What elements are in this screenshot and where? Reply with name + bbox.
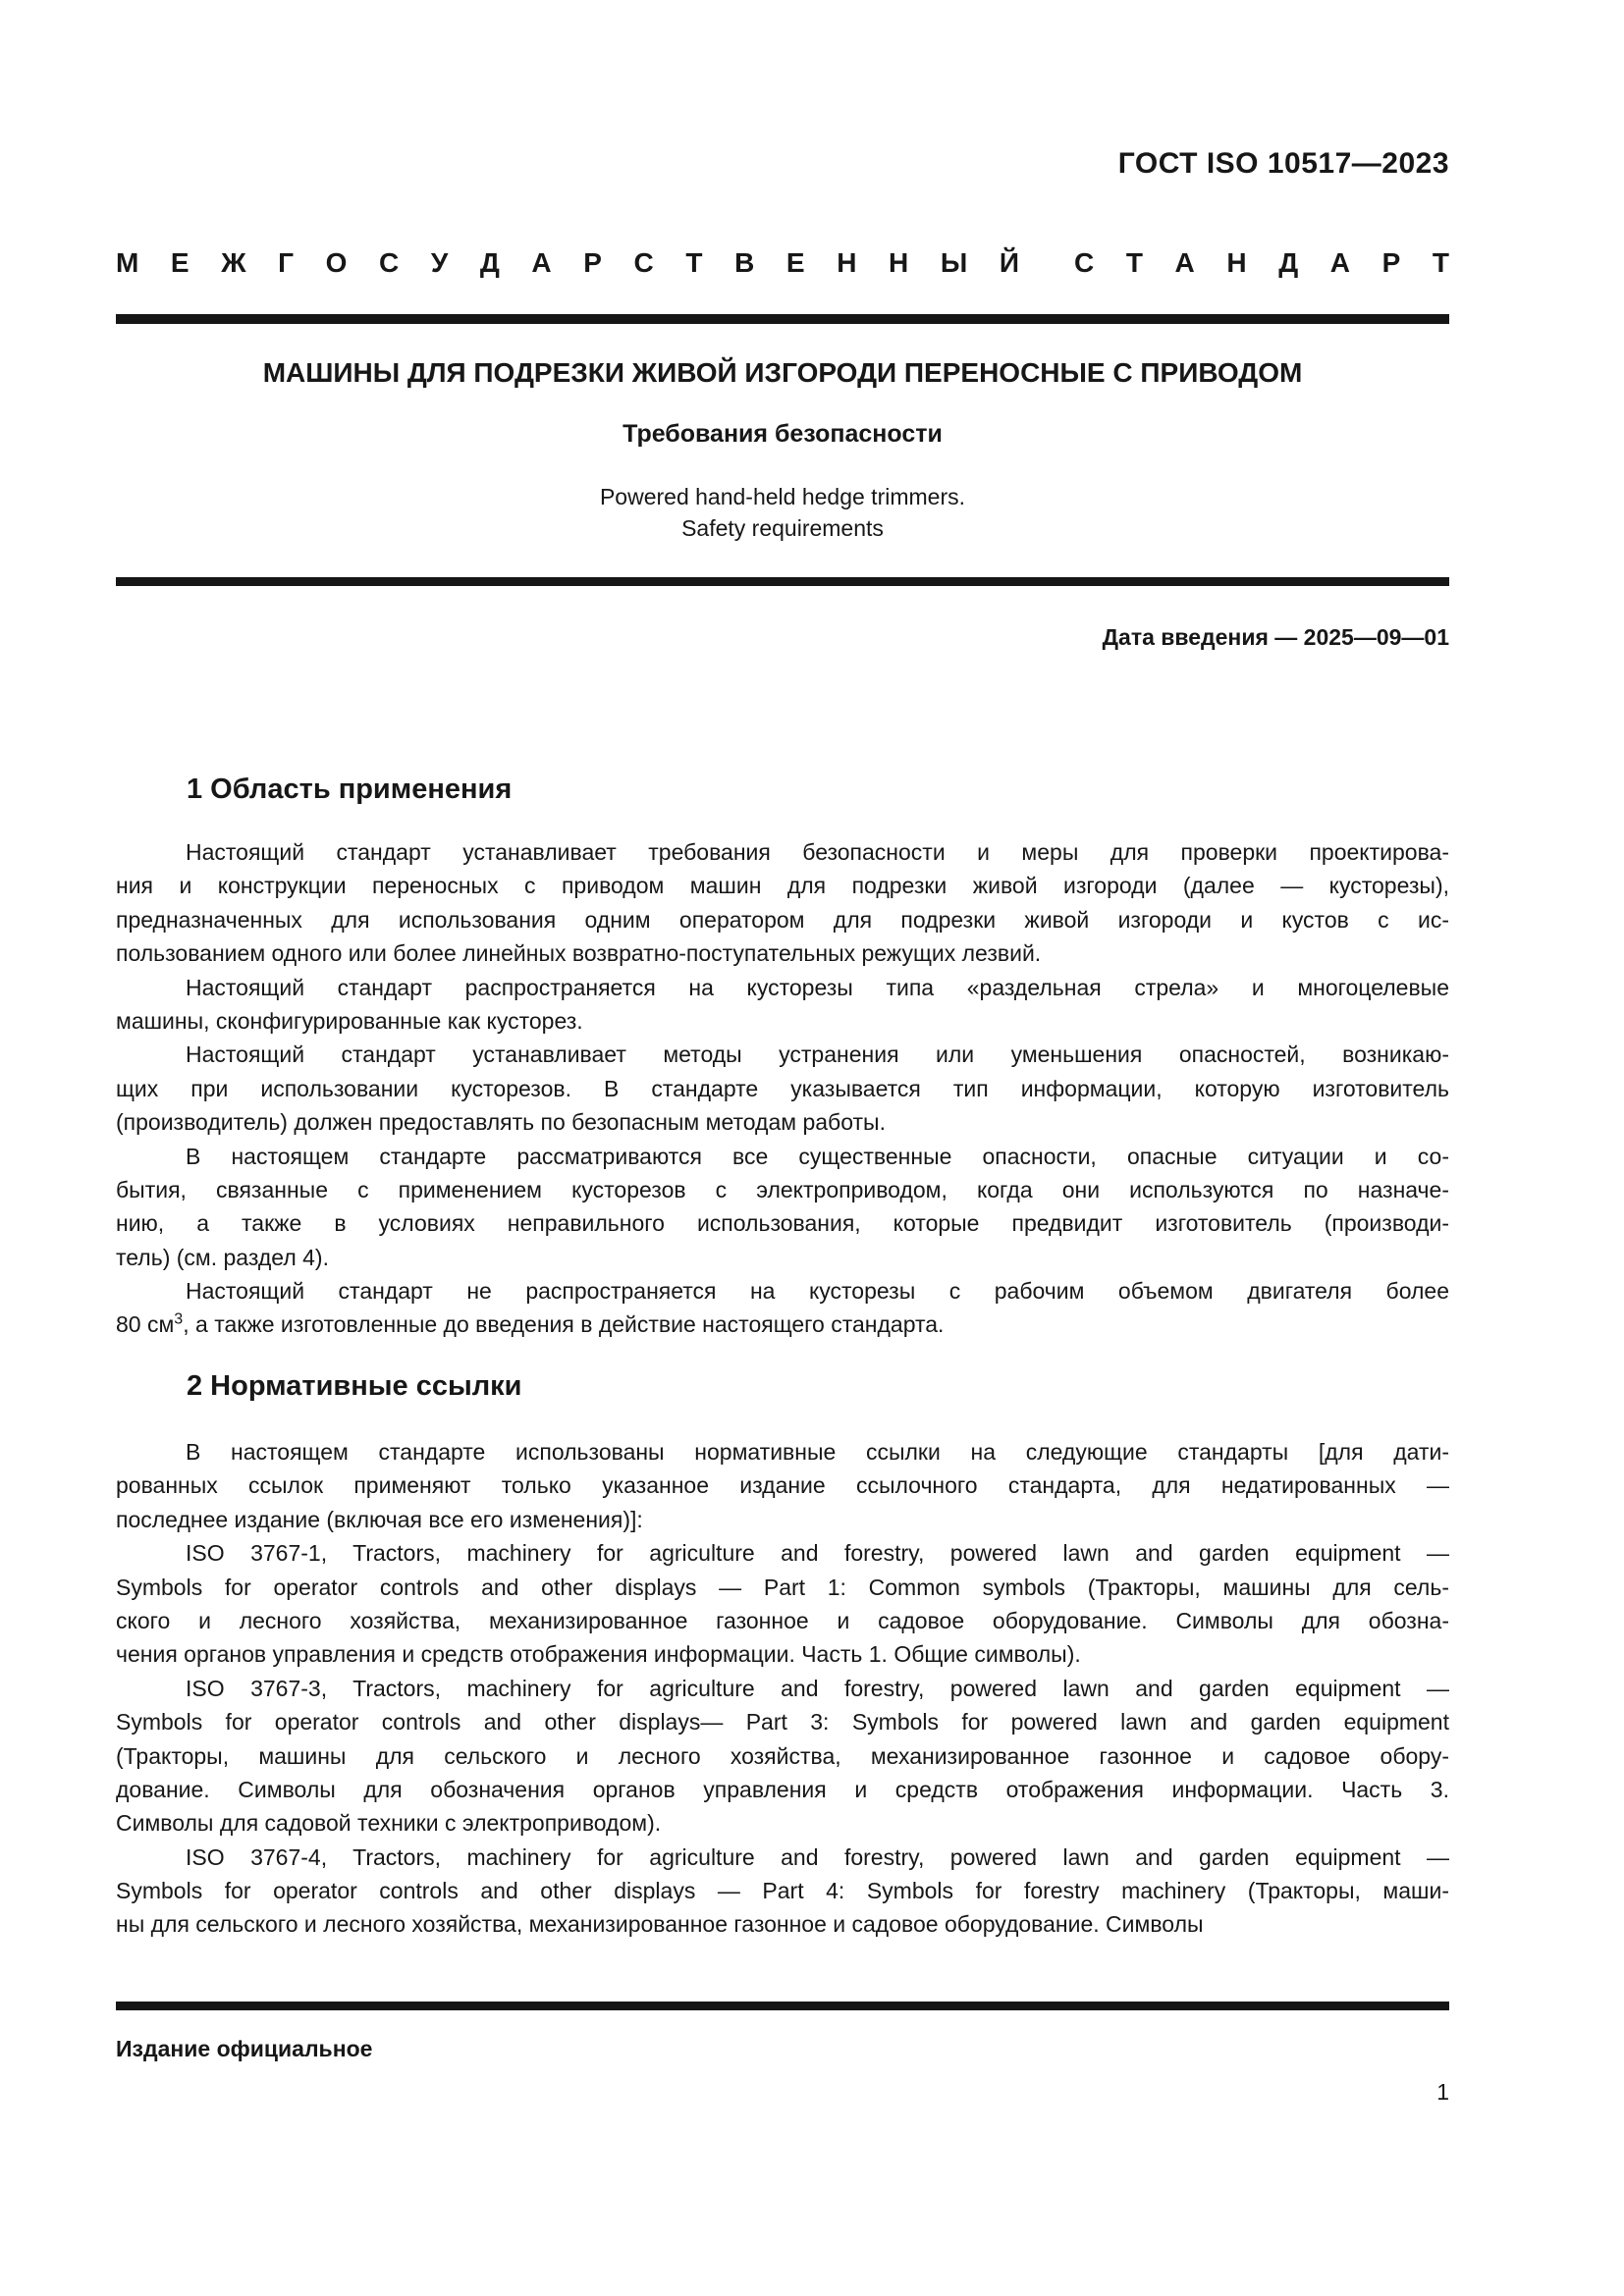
text-line: Symbols for operator controls and other displays — Part 1: Common symbols (Тракторы, машины для сель-: [116, 1574, 1449, 1600]
document-title: МАШИНЫ ДЛЯ ПОДРЕЗКИ ЖИВОЙ ИЗГОРОДИ ПЕРЕНОСНЫЕ С ПРИВОДОМ: [262, 357, 1303, 388]
text-line: ны для сельского и лесного хозяйства, механизированное газонное и садовое оборудование. Символы: [116, 1911, 1204, 1938]
effective-date: Дата введения — 2025—09—01: [1102, 624, 1449, 650]
footer-note: Издание официальное: [116, 2036, 373, 2061]
paragraph: [116, 1672, 1449, 1841]
text-line: ISO 3767-1, Tractors, machinery for agriculture and forestry, powered lawn and garden equipment —: [186, 1540, 1449, 1567]
text-line: чения органов управления и средств отображения информации. Часть 1. Общие символы).: [116, 1641, 1081, 1668]
divider-rule-top: [116, 314, 1449, 324]
text-line: предназначенных для использования одним оператором для подрезки живой изгороди и кустов с ис-: [116, 906, 1449, 933]
text-line: В настоящем стандарте использованы нормативные ссылки на следующие стандарты [для дати-: [186, 1439, 1449, 1465]
divider-rule-footer: [116, 2002, 1449, 2010]
text-line: (Тракторы, машины для сельского и лесного хозяйства, механизированное газонное и садовое обору-: [116, 1742, 1449, 1769]
text-line: ISO 3767-3, Tractors, machinery for agriculture and forestry, powered lawn and garden equipment —: [186, 1675, 1449, 1701]
text-line: Symbols for operator controls and other displays— Part 3: Symbols for powered lawn and garden equipment: [116, 1709, 1449, 1735]
text-line: рованных ссылок применяют только указанное издание ссылочного стандарта, для недатированных —: [116, 1472, 1449, 1499]
title-en-line-2: Safety requirements: [681, 515, 884, 541]
document-title-en: [116, 481, 1449, 544]
text-line: Настоящий стандарт устанавливает требования безопасности и меры для проверки проектирова-: [186, 839, 1449, 865]
text-line: нию, а также в условиях неправильного использования, которые предвидит изготовитель (производи-: [116, 1210, 1449, 1237]
title-en-line-1: Powered hand-held hedge trimmers.: [599, 484, 966, 509]
text-span: , а также изготовленные до введения в действие настоящего стандарта.: [183, 1311, 945, 1338]
text-line: ского и лесного хозяйства, механизированное газонное и садовое оборудование. Символы для обозна-: [116, 1607, 1449, 1633]
paragraph: [116, 1536, 1449, 1672]
paragraph: [116, 1038, 1449, 1139]
text-line: Настоящий стандарт распространяется на кусторезы типа «раздельная стрела» и многоцелевые: [186, 974, 1449, 1000]
paragraph: [116, 1841, 1449, 1942]
text-line: тель) (см. раздел 4).: [116, 1244, 329, 1270]
text-line: Настоящий стандарт не распространяется на кусторезы с рабочим объемом двигателя более: [186, 1278, 1449, 1305]
text-line: последнее издание (включая все его изменения)]:: [116, 1506, 643, 1532]
paragraph: [116, 1274, 1449, 1342]
paragraph: [116, 1435, 1449, 1536]
text-line: машины, сконфигурированные как кусторез.: [116, 1007, 583, 1034]
section-2-heading: 2 Нормативные ссылки: [187, 1370, 522, 1402]
text-span: 80 см: [116, 1311, 175, 1338]
text-line: Символы для садовой техники с электроприводом).: [116, 1810, 662, 1837]
text-line: щих при использовании кусторезов. В стандарте указывается тип информации, которую изготовитель: [116, 1075, 1449, 1101]
document-subtitle: Требования безопасности: [623, 420, 943, 448]
text-line: Symbols for operator controls and other displays — Part 4: Symbols for forestry machinery (Тракторы, маши-: [116, 1878, 1449, 1904]
standard-type-banner: М Е Ж Г О С У Д А Р С Т В Е Н Н Ы Й С Т А Н Д А Р Т: [116, 247, 1449, 278]
section-normative-references: [116, 1368, 1449, 1942]
divider-rule-title: [116, 577, 1449, 586]
text-line: В настоящем стандарте рассматриваются все существенные опасности, опасные ситуации и со-: [186, 1143, 1449, 1169]
text-line: Настоящий стандарт устанавливает методы устранения или уменьшения опасностей, возникаю-: [186, 1041, 1449, 1068]
text-line: пользованием одного или более линейных возвратно-поступательных режущих лезвий.: [116, 940, 1042, 967]
paragraph: [116, 971, 1449, 1039]
text-line: [116, 1308, 1449, 1341]
paragraph: [116, 835, 1449, 971]
text-line: (производитель) должен предоставлять по безопасным методам работы.: [116, 1109, 886, 1136]
section-scope: [116, 772, 1449, 1342]
text-line: дование. Символы для обозначения органов управления и средств отображения информации. Часть 3.: [116, 1776, 1449, 1802]
doc-code: ГОСТ ISO 10517—2023: [1117, 147, 1449, 180]
paragraph: [116, 1140, 1449, 1275]
text-line: ISO 3767-4, Tractors, machinery for agriculture and forestry, powered lawn and garden equipment —: [186, 1843, 1449, 1870]
section-1-heading: 1 Область применения: [187, 774, 513, 805]
page-number: 1: [1436, 2079, 1449, 2105]
text-line: бытия, связанные с применением кусторезов с электроприводом, когда они используются по назначе-: [116, 1176, 1449, 1202]
text-line: ния и конструкции переносных с приводом машин для подрезки живой изгороди (далее — кусторезы),: [116, 873, 1449, 899]
superscript: 3: [174, 1309, 184, 1328]
